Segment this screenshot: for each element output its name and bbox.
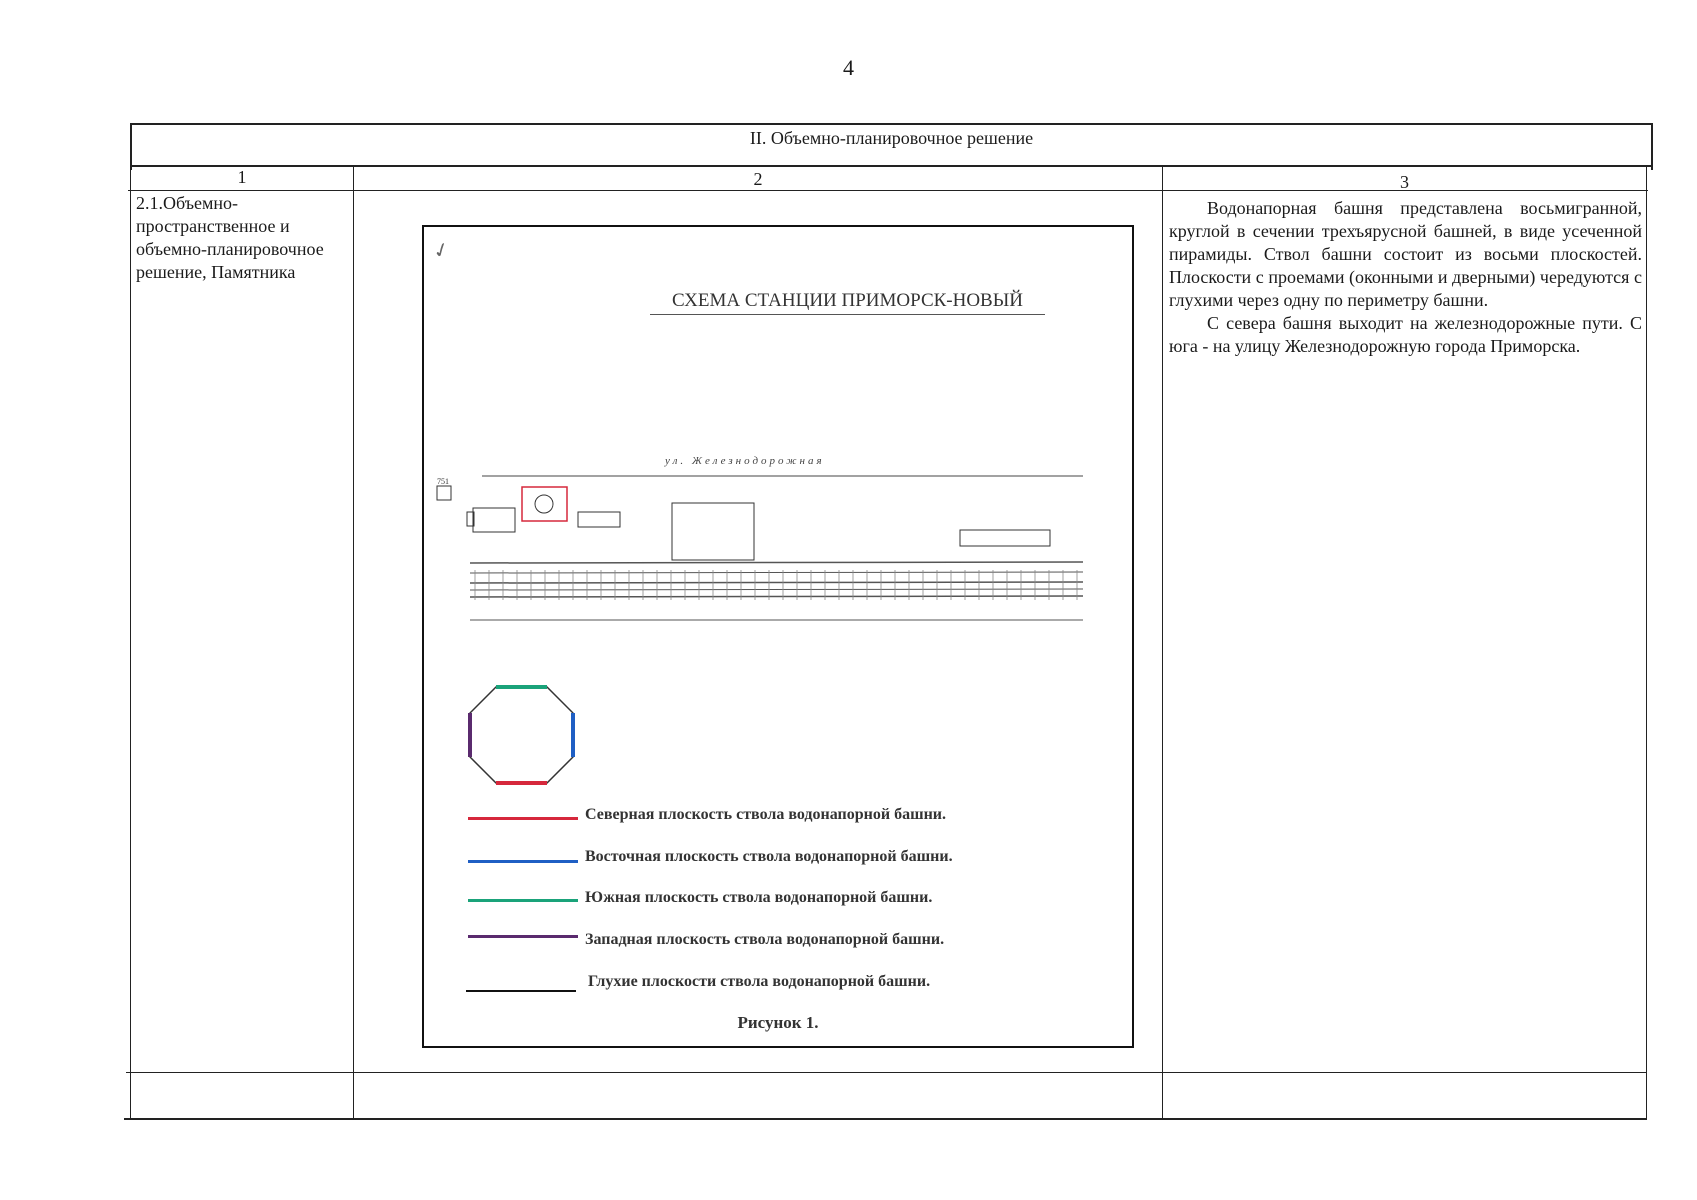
tower-plan-octagon bbox=[462, 680, 592, 790]
legend-south-line bbox=[468, 899, 578, 902]
scheme-marker bbox=[437, 486, 451, 500]
building bbox=[672, 503, 754, 560]
legend-west-label: Западная плоскость ствола водонапорной башни. bbox=[585, 931, 945, 948]
page-number: 4 bbox=[843, 55, 854, 80]
legend-north-line bbox=[468, 817, 578, 820]
legend-west-line bbox=[468, 935, 578, 938]
section-title: II. Объемно-планировочное решение bbox=[749, 128, 1034, 148]
figure-title: СХЕМА СТАНЦИИ ПРИМОРСК-НОВЫЙ bbox=[650, 290, 1045, 315]
building bbox=[960, 530, 1050, 546]
legend-east-line bbox=[468, 860, 578, 863]
building bbox=[473, 508, 515, 532]
legend-east-label: Восточная плоскость ствола водонапорной башни. bbox=[585, 848, 953, 865]
column-header-3: 3 bbox=[1400, 172, 1409, 192]
column-header-2: 2 bbox=[753, 169, 763, 189]
station-scheme bbox=[430, 440, 1090, 660]
building bbox=[578, 512, 620, 527]
svg-text:751: 751 bbox=[437, 477, 449, 486]
figure-caption: Рисунок 1. bbox=[737, 1013, 819, 1032]
legend-south-label: Южная плоскость ствола водонапорной башни. bbox=[585, 889, 933, 906]
column-header-1: 1 bbox=[237, 167, 247, 187]
row-label: 2.1.Объемно-пространственное и объемно-планировочное решение, Памятника bbox=[136, 193, 324, 282]
description-paragraph: С севера башня выходит на железнодорожные пути. С юга - на улицу Железнодорожную города Приморска. bbox=[1169, 313, 1642, 356]
corner-mark: ✓ bbox=[429, 237, 454, 265]
water-tower-highlight bbox=[522, 487, 567, 521]
legend-north-label: Северная плоскость ствола водонапорной башни. bbox=[585, 806, 947, 823]
legend-blind-label: Глухие плоскости ствола водонапорной башни. bbox=[588, 973, 931, 990]
description bbox=[1169, 197, 1642, 358]
street-label: ул. Железнодорожная bbox=[665, 455, 825, 467]
legend-blind-line bbox=[466, 990, 576, 992]
description-paragraph: Водонапорная башня представлена восьмигранной, круглой в сечении трехъярусной башней, в виде усеченной пирамиды. Ствол башни состоит из восьми плоскостей. Плоскости с проемами (оконными и дверными) чередуются с глухими через одну по периметру башни. bbox=[1169, 198, 1642, 310]
water-tower bbox=[535, 495, 553, 513]
